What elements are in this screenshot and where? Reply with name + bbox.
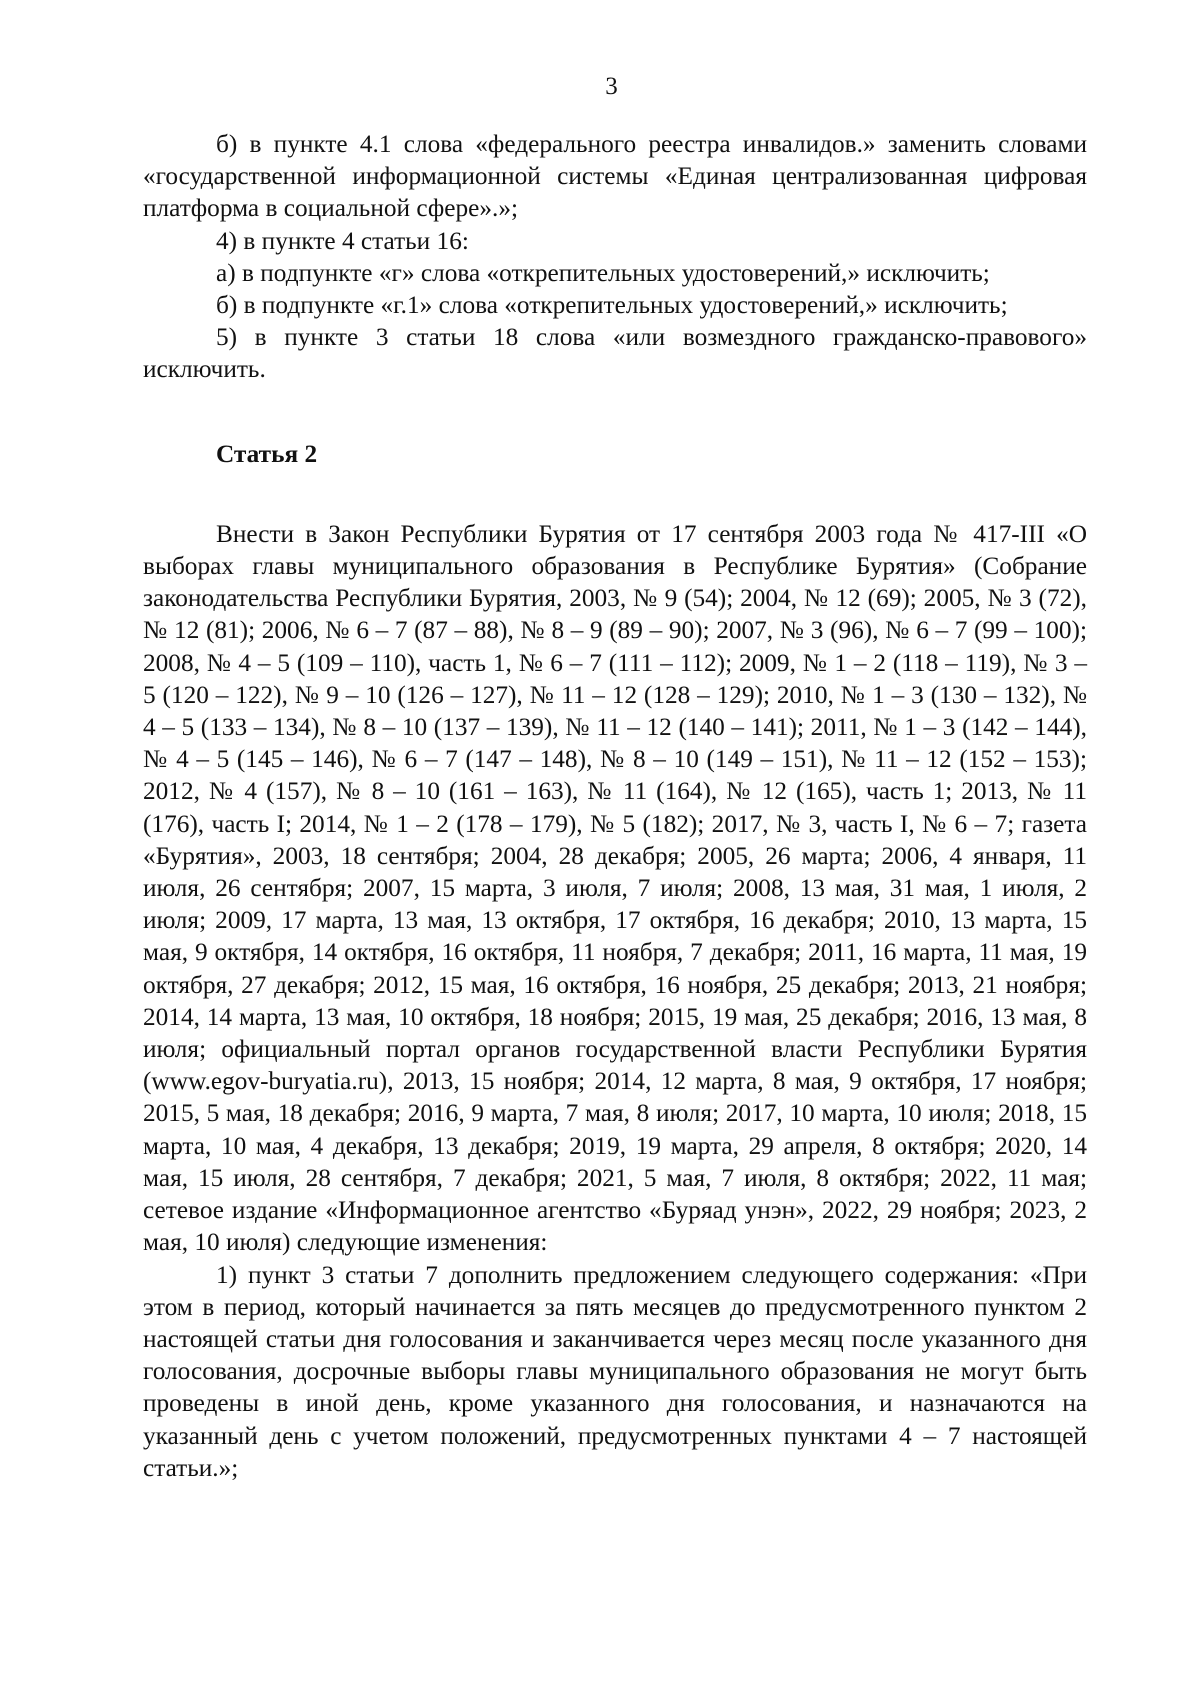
paragraph-article-2-intro: Внести в Закон Республики Бурятия от 17 сентября 2003 года № 417-III «О выборах главы муниципального образования в Республике Бурятия» (Собрание законодательства Республики Бурятия, 2003, № 9 (54); 2004, № 12 (69); 2005, № 3 (72), № 12 (81); 2006, № 6 – 7 (87 – 88), № 8 – 9 (89 – 90); 2007, № 3 (96), № 6 – 7 (99 – 100); 2008, № 4 – 5 (109 – 110), часть 1, № 6 – 7 (111 – 112); 2009, № 1 – 2 (118 – 119), № 3 – 5 (120 – 122), № 9 – 10 (126 – 127), № 11 – 12 (128 – 129); 2010, № 1 – 3 (130 – 132), № 4 – 5 (133 – 134), № 8 – 10 (137 – 139), № 11 – 12 (140 – 141); 2011, № 1 – 3 (142 – 144), № 4 – 5 (145 – 146), № 6 – 7 (147 – 148), № 8 – 10 (149 – 151), № 11 – 12 (152 – 153); 2012, № 4 (157), № 8 – 10 (161 – 163), № 11 (164), № 12 (165), часть 1; 2013, № 11 (176), часть I; 2014, № 1 – 2 (178 – 179), № 5 (182); 2017, № 3, часть I, № 6 – 7; газета «Бурятия», 2003, 18 сентября; 2004, 28 декабря; 2005, 26 марта; 2006, 4 января, 11 июля, 26 сентября; 2007, 15 марта, 3 июля, 7 июля; 2008, 13 мая, 31 мая, 1 июля, 2 июля; 2009, 17 марта, 13 мая, 13 октября, 17 октября, 16 декабря; 2010, 13 марта, 15 мая, 9 октября, 14 октября, 16 октября, 11 ноября, 7 декабря; 2011, 16 марта, 11 мая, 19 октября, 27 декабря; 2012, 15 мая, 16 октября, 16 ноября, 25 декабря; 2013, 21 ноября; 2014, 14 марта, 13 мая, 10 октября, 18 ноября; 2015, 19 мая, 25 декабря; 2016, 13 мая, 8 июля; официальный портал органов государственной власти Республики Бурятия (www.egov-buryatia.ru), 2013, 15 ноября; 2014, 12 марта, 8 мая, 9 октября, 17 ноября; 2015, 5 мая, 18 декабря; 2016, 9 марта, 7 мая, 8 июля; 2017, 10 марта, 10 июля; 2018, 15 марта, 10 мая, 4 декабря, 13 декабря; 2019, 19 марта, 29 апреля, 8 октября; 2020, 14 мая, 15 июля, 28 сентября, 7 декабря; 2021, 5 мая, 7 июля, 8 октября; 2022, 11 мая; сетевое издание «Информационное агентство «Буряад унэн», 2022, 29 ноября; 2023, 2 мая, 10 июля) следующие изменения: [143,519,1087,1257]
paragraph-item-b-clause-4-1: б) в пункте 4.1 слова «федерального реестра инвалидов.» заменить словами «государственной информационной системы «Единая централизованная цифровая платформа в социальной сфере».»; [143,130,1087,223]
article-heading: Статья 2 [216,439,318,468]
paragraph-item-4-article-16: 4) в пункте 4 статьи 16: [216,226,469,255]
page-number: 3 [605,73,618,100]
paragraph-subitem-a: а) в подпункте «г» слова «открепительных удостоверений,» исключить; [216,258,990,287]
paragraph-item-1-article-7: 1) пункт 3 статьи 7 дополнить предложением следующего содержания: «При этом в период, который начинается за пять месяцев до предусмотренного пунктом 2 настоящей статьи дня голосования и заканчивается через месяц после указанного дня голосования, досрочные выборы главы муниципального образования не могут быть проведены в иной день, кроме указанного дня голосования, и назначаются на указанный день с учетом положений, предусмотренных пунктами 4 – 7 настоящей статьи.»; [143,1260,1087,1482]
document-body [143,128,1087,1484]
paragraph-subitem-b: б) в подпункте «г.1» слова «открепительных удостоверений,» исключить; [216,291,1008,320]
paragraph-item-5-article-18: 5) в пункте 3 статьи 18 слова «или возмездного гражданско-правового» исключить. [143,323,1087,384]
